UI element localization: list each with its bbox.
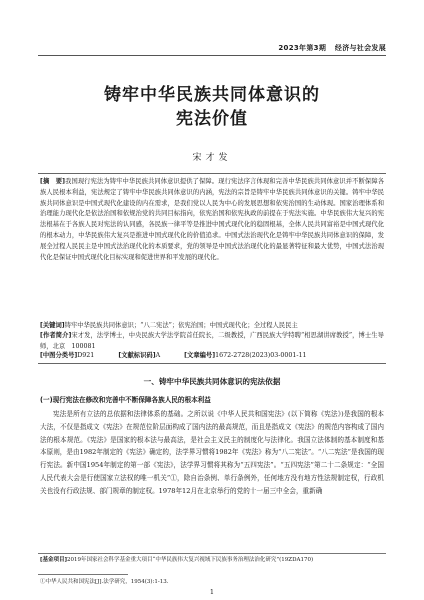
- running-header: [278, 43, 386, 53]
- author-info-text: 宋才发，法学博士，中央民族大学法学院首任院长，二级教授，广西民族大学特聘“相思湖讲席教授”，博士生导师，北京 100081: [40, 332, 384, 350]
- keywords-text: 铸牢中华民族共同体意识；“八二宪法”；依宪治国；中国式现代化；全过程人民民主: [64, 322, 298, 329]
- article-title-line-1: 铸牢中华民族共同体意识的: [104, 85, 320, 105]
- keywords-label: [关键词]: [40, 322, 65, 329]
- footnote-short-rule: [38, 574, 128, 575]
- body-paragraph: 宪法是所有立法的总依据和法律体系的基础。之所以说《中华人民共和国宪法》(以下简称《宪法》)是我国的根本大法，不仅是指成文《宪法》在规范位阶层面构成了国内法的最高规范，而且是指成文《宪法》的规范内容构成了国内法的根本规范。《宪法》是国家的根本法与最高法，是社会主义民主的制度化与法律化。我国立法体制的基本制度和基本原则，是由1982年制定的《宪法》确定的，法学界习惯将1982年《宪法》称为“八二宪法”。“八二宪法”是我国的现行宪法。新中国1954年制定的第一部《宪法》，法学界习惯将其称为“五四宪法”。“五四宪法”第二十二条规定：“全国人民代表大会是行使国家立法权的唯一机关”①，除自治条例、单行条例外，任何地方没有地方性法规制定权，行政机关也没有行政法规、部门规章的制定权。1978年12月在北京举行的党的十一届三中全会，重新确: [40, 410, 384, 495]
- fund-note: [40, 556, 384, 564]
- page-number: 1: [209, 588, 215, 596]
- clc-label: [中图分类号]: [40, 352, 78, 359]
- classification-row: [40, 351, 384, 361]
- header-divider: [38, 55, 386, 56]
- fund-text: 2019年国家社会科学基金重大项目“中华民族伟大复兴视域下民族事务治理法治化研究”(19ZDA170): [67, 557, 314, 563]
- footnote-divider: [38, 553, 386, 554]
- article-number-label: [文章编号]: [184, 352, 216, 359]
- document-code-label: [文献标识码]: [118, 352, 156, 359]
- abstract-bottom-rule: [38, 363, 386, 364]
- document-code: [118, 351, 160, 361]
- author-info-label: [作者简介]: [40, 332, 72, 339]
- abstract: [40, 177, 384, 263]
- issue-label: 2023年第3期: [278, 44, 327, 52]
- author-name: 宋才发: [192, 153, 232, 163]
- abstract-top-rule: [38, 173, 386, 174]
- subsection-heading: (一)现行宪法在修改和完善中不断保障各族人民的根本利益: [40, 396, 211, 404]
- clc-value: D921: [77, 352, 95, 359]
- abstract-text: 我国现行宪法为铸牢中华民族共同体意识提供了保障。现行宪法序言体现和完善中华民族共同体意识并不断保障各族人民根本利益，宪法规定了铸牢中华民族共同体意识的内涵，宪法的宗旨是铸牢中华民族共同体意识的关键。铸牢中华民族共同体意识是中国式现代化建设的内在需求，是我们党以人民为中心的发展思想和依宪治国的生动体现。国家治理体系和治理能力现代化是依法治国和依规治党的共同目标指向，依宪治国和依宪执政的前提在于宪法实施。中华民族伟大复兴的宪法根基在于各族人民对宪法的认同感，各民族一律平等是推进中国式现代化的稳固根基，全体人民共同富裕是中国式现代化的根本动力，中华民族伟大复兴是推进中国式现代化的价值追求。中国式法治现代化是铸牢中华民族共同体意识的保障，发展全过程人民民主是中国式法治现代化的本质要求，党的领导是中国式法治现代化的最显著特征和最大优势，中国式法治现代化是保证中国式现代化目标实现和促进世界和平发展的现代化。: [40, 178, 384, 261]
- journal-name: 经济与社会发展: [334, 44, 386, 52]
- abstract-label: [摘 要]: [40, 178, 65, 185]
- clc-number: [40, 351, 94, 361]
- fund-label: [基金项目]: [40, 557, 68, 563]
- article-title-line-2: 宪法价值: [176, 109, 248, 129]
- section-heading: 一、铸牢中华民族共同体意识的宪法依据: [143, 377, 281, 386]
- author-info: [40, 331, 384, 353]
- document-code-value: A: [155, 352, 161, 359]
- article-number: [184, 351, 306, 361]
- footnote: ①中华人民共和国宪法[J].法学研究，1954(3):1-13.: [40, 579, 169, 585]
- article-number-value: 1672-2728(2023)03-0001-11: [215, 352, 307, 359]
